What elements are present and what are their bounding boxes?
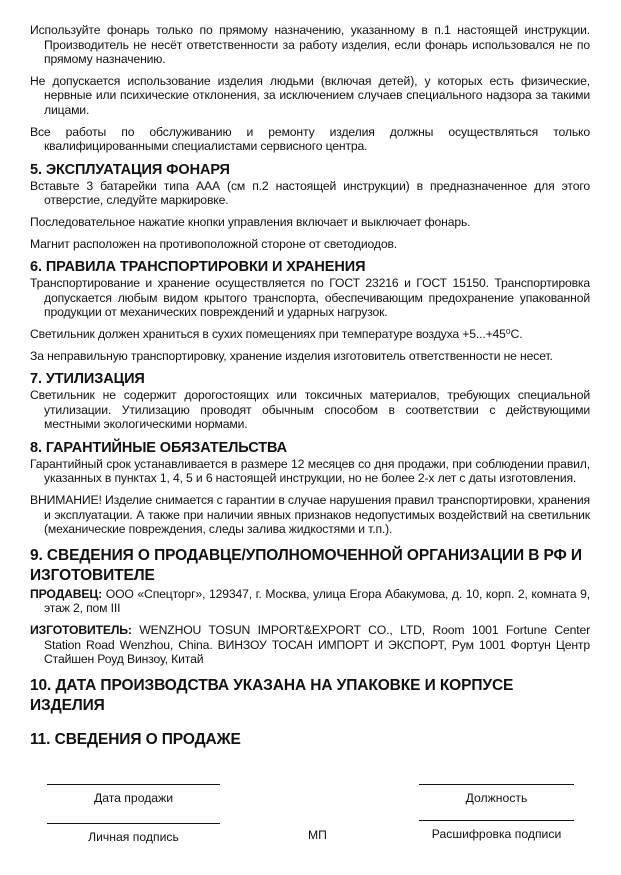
section-7-title: 7. УТИЛИЗАЦИЯ xyxy=(30,371,145,388)
section-6-paragraph-1: Транспортирование и хранение осуществляется по ГОСТ 23216 и ГОСТ 15150. Транспортировка допускается любым видом крытого транспорта, обеспечивающим предохранение упакованной продукции от механических повреждений и ударных нагрузок. xyxy=(30,276,590,320)
section-8-paragraph-2: ВНИМАНИЕ! Изделие снимается с гарантии в случае нарушения правил транспортировки, хранения и эксплуатации. А также при наличии явных признаков недопустимых воздействий на светильник (механические повреждения, следы залива жидкостями и т.п.). xyxy=(30,493,590,537)
stamp-place-label: МП xyxy=(308,828,327,842)
sale-date-line xyxy=(47,784,220,785)
section-6-paragraph-3: За неправильную транспортировку, хранение изделия изготовитель ответственности не несет. xyxy=(30,348,553,363)
position-field xyxy=(419,784,574,805)
manufacturer-text: WENZHOU TOSUN IMPORT&EXPORT CO., LTD, Room 1001 Fortune Center Station Road Wenzhou, China. ВИНЗОУ ТОСАН ИМПОРТ И ЭКСПОРТ, Рум 1001 Фортун Центр Стайшен Роуд Винзоу, Китай xyxy=(44,623,590,667)
document-content xyxy=(30,23,590,751)
section-5-title: 5. ЭКСПЛУАТАЦИЯ ФОНАРЯ xyxy=(30,161,230,178)
manufacturer-label: ИЗГОТОВИТЕЛЬ: xyxy=(30,623,132,638)
seller-label: ПРОДАВЕЦ: xyxy=(30,586,103,601)
intro-paragraph-3: Все работы по обслуживанию и ремонту изделия должны осуществляться только квалифицированными специалистами сервисного центра. xyxy=(30,124,590,154)
signature-label: Личная подпись xyxy=(88,830,179,844)
decoding-field xyxy=(419,820,574,841)
section-5-paragraph-2: Последовательное нажатие кнопки управления включает и выключает фонарь. xyxy=(30,214,471,229)
signature-field xyxy=(47,823,220,844)
decoding-line xyxy=(419,820,574,821)
position-line xyxy=(419,784,574,785)
position-label: Должность xyxy=(465,791,528,805)
section-8-title: 8. ГАРАНТИЙНЫЕ ОБЯЗАТЕЛЬСТВА xyxy=(30,439,288,456)
intro-paragraph-2: Не допускается использование изделия людьми (включая детей), у которых есть физические, нервные или психические отклонения, за исключением случаев специального надзора за такими лицами. xyxy=(30,73,590,117)
section-5-paragraph-1: Вставьте 3 батарейки типа ААА (см п.2 настоящей инструкции) в предназначенное для этого отверстие, следуйте маркировке. xyxy=(30,178,590,208)
seller-paragraph xyxy=(30,587,590,616)
seller-text: ООО «Спецторг», 129347, г. Москва, улица Егора Абакумова, д. 10, корп. 2, комната 9, этаж 2, пом III xyxy=(44,586,590,616)
section-6-paragraph-2: Светильник должен храниться в сухих помещениях при температуре воздуха +5...+45⁰С. xyxy=(30,326,523,341)
section-9-title: 9. СВЕДЕНИЯ О ПРОДАВЦЕ/УПОЛНОМОЧЕННОЙ ОРГАНИЗАЦИИ В РФ И ИЗГОТОВИТЕЛЕ xyxy=(30,546,582,584)
section-7-paragraph-1: Светильник не содержит дорогостоящих или токсичных материалов, требующих специальной утилизации. Утилизацию проводят обычным способом в соответствии с действующими местными экологическими нормами. xyxy=(30,388,590,432)
decoding-label: Расшифровка подписи xyxy=(431,827,562,841)
section-11-title: 11. СВЕДЕНИЯ О ПРОДАЖЕ xyxy=(30,730,241,748)
section-6-title: 6. ПРАВИЛА ТРАНСПОРТИРОВКИ И ХРАНЕНИЯ xyxy=(30,259,366,276)
manufacturer-paragraph xyxy=(30,623,590,667)
section-5-paragraph-3: Магнит расположен на противоположной стороне от светодиодов. xyxy=(30,236,398,251)
sale-date-field xyxy=(47,784,220,805)
signature-line xyxy=(47,823,220,824)
intro-paragraph-1: Используйте фонарь только по прямому назначению, указанному в п.1 настоящей инструкции. Производитель не несёт ответственности за работу изделия, если фонарь использовался не по прямому назначению. xyxy=(30,23,590,67)
sale-date-label: Дата продажи xyxy=(93,791,174,805)
section-8-paragraph-1: Гарантийный срок устанавливается в размере 12 месяцев со дня продажи, при соблюдении правил, указанных в пунктах 1, 4, 5 и 6 настоящей инструкции, но не более 2-х лет с даты изготовления. xyxy=(30,456,590,486)
section-10-title: 10. ДАТА ПРОИЗВОДСТВА УКАЗАНА НА УПАКОВКЕ И КОРПУСЕ ИЗДЕЛИЯ xyxy=(30,676,514,714)
